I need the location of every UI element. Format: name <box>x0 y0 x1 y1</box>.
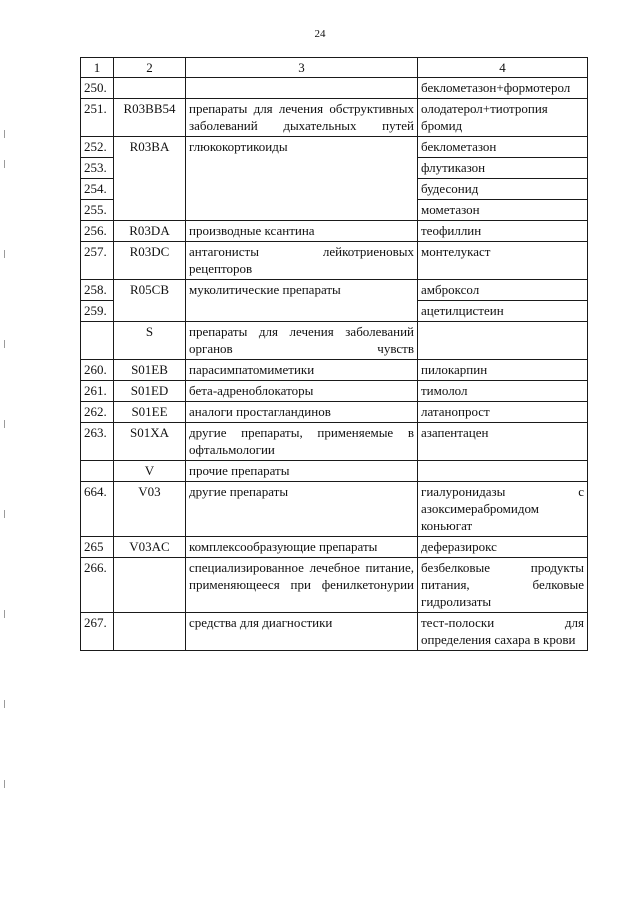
medication-name <box>418 322 588 360</box>
row-number: 267. <box>81 613 114 651</box>
atc-code <box>114 613 186 651</box>
table-row <box>81 99 588 137</box>
row-number: 258. <box>81 280 114 301</box>
row-number: 257. <box>81 242 114 280</box>
group-description: антагонисты лейкотриеновых рецепторов <box>186 242 418 280</box>
page-number: 24 <box>314 28 326 40</box>
table-row <box>81 402 588 423</box>
group-description: препараты для лечения заболеваний органов чувств <box>186 322 418 360</box>
header-col-1: 1 <box>81 58 114 78</box>
table-row <box>81 537 588 558</box>
row-number: 256. <box>81 221 114 242</box>
atc-code: S01EE <box>114 402 186 423</box>
group-description <box>186 78 418 99</box>
atc-code: V03AC <box>114 537 186 558</box>
row-number: 252. <box>81 137 114 158</box>
atc-code: S01EB <box>114 360 186 381</box>
table-row <box>81 381 588 402</box>
medication-name <box>418 461 588 482</box>
table-row <box>81 280 588 301</box>
group-description: муколитические препараты <box>186 280 418 322</box>
row-number: 253. <box>81 158 114 179</box>
table-row <box>81 78 588 99</box>
atc-code: R03DA <box>114 221 186 242</box>
atc-code: V03 <box>114 482 186 537</box>
group-description: другие препараты <box>186 482 418 537</box>
medication-name: будесонид <box>418 179 588 200</box>
atc-code: S01XA <box>114 423 186 461</box>
row-number: 262. <box>81 402 114 423</box>
medication-name: олодатерол+тиотропия бромид <box>418 99 588 137</box>
medication-name: флутиказон <box>418 158 588 179</box>
row-number: 255. <box>81 200 114 221</box>
table-row <box>81 461 588 482</box>
medication-name: безбелковые продукты питания, белковые гидролизаты <box>418 558 588 613</box>
medication-name: пилокарпин <box>418 360 588 381</box>
group-description: глюкокортикоиды <box>186 137 418 221</box>
table-row <box>81 613 588 651</box>
medication-name: латанопрост <box>418 402 588 423</box>
medication-name: монтелукаст <box>418 242 588 280</box>
row-number: 664. <box>81 482 114 537</box>
table-row <box>81 482 588 537</box>
row-number: 254. <box>81 179 114 200</box>
row-number: 261. <box>81 381 114 402</box>
medication-name: беклометазон <box>418 137 588 158</box>
group-description: препараты для лечения обструктивных заболеваний дыхательных путей <box>186 99 418 137</box>
row-number <box>81 322 114 360</box>
group-description: другие препараты, применяемые в офтальмологии <box>186 423 418 461</box>
atc-code: V <box>114 461 186 482</box>
atc-code <box>114 78 186 99</box>
medication-name: азапентацен <box>418 423 588 461</box>
atc-code: S <box>114 322 186 360</box>
header-col-4: 4 <box>418 58 588 78</box>
row-number: 260. <box>81 360 114 381</box>
group-description: производные ксантина <box>186 221 418 242</box>
atc-code: R03BA <box>114 137 186 221</box>
group-description: бета-адреноблокаторы <box>186 381 418 402</box>
medication-name: беклометазон+формотерол <box>418 78 588 99</box>
medication-name: мометазон <box>418 200 588 221</box>
medication-name: тимолол <box>418 381 588 402</box>
medication-name: деферазирокс <box>418 537 588 558</box>
row-number: 265 <box>81 537 114 558</box>
drug-classification-table <box>80 57 588 651</box>
table-row <box>81 221 588 242</box>
row-number <box>81 461 114 482</box>
table-row <box>81 322 588 360</box>
header-col-2: 2 <box>114 58 186 78</box>
table-row <box>81 242 588 280</box>
scan-margin-marks <box>4 90 8 810</box>
medication-name: тест-полоски для определения сахара в крови <box>418 613 588 651</box>
medication-name: теофиллин <box>418 221 588 242</box>
row-number: 250. <box>81 78 114 99</box>
table-row <box>81 360 588 381</box>
row-number: 251. <box>81 99 114 137</box>
atc-code: S01ED <box>114 381 186 402</box>
table-row <box>81 137 588 158</box>
medication-name: гиалуронидазы с азоксимерабромидом коньюгат <box>418 482 588 537</box>
group-description: комплексообразующие препараты <box>186 537 418 558</box>
row-number: 266. <box>81 558 114 613</box>
atc-code: R03DC <box>114 242 186 280</box>
header-row <box>81 58 588 78</box>
row-number: 263. <box>81 423 114 461</box>
group-description: аналоги простагландинов <box>186 402 418 423</box>
group-description: средства для диагностики <box>186 613 418 651</box>
atc-code: R05CB <box>114 280 186 322</box>
atc-code <box>114 558 186 613</box>
table-row <box>81 423 588 461</box>
table-row <box>81 558 588 613</box>
group-description: парасимпатомиметики <box>186 360 418 381</box>
header-col-3: 3 <box>186 58 418 78</box>
medication-name: ацетилцистеин <box>418 301 588 322</box>
medication-name: амброксол <box>418 280 588 301</box>
atc-code: R03BB54 <box>114 99 186 137</box>
group-description: специализированное лечебное питание, применяющееся при фенилкетонурии <box>186 558 418 613</box>
group-description: прочие препараты <box>186 461 418 482</box>
row-number: 259. <box>81 301 114 322</box>
